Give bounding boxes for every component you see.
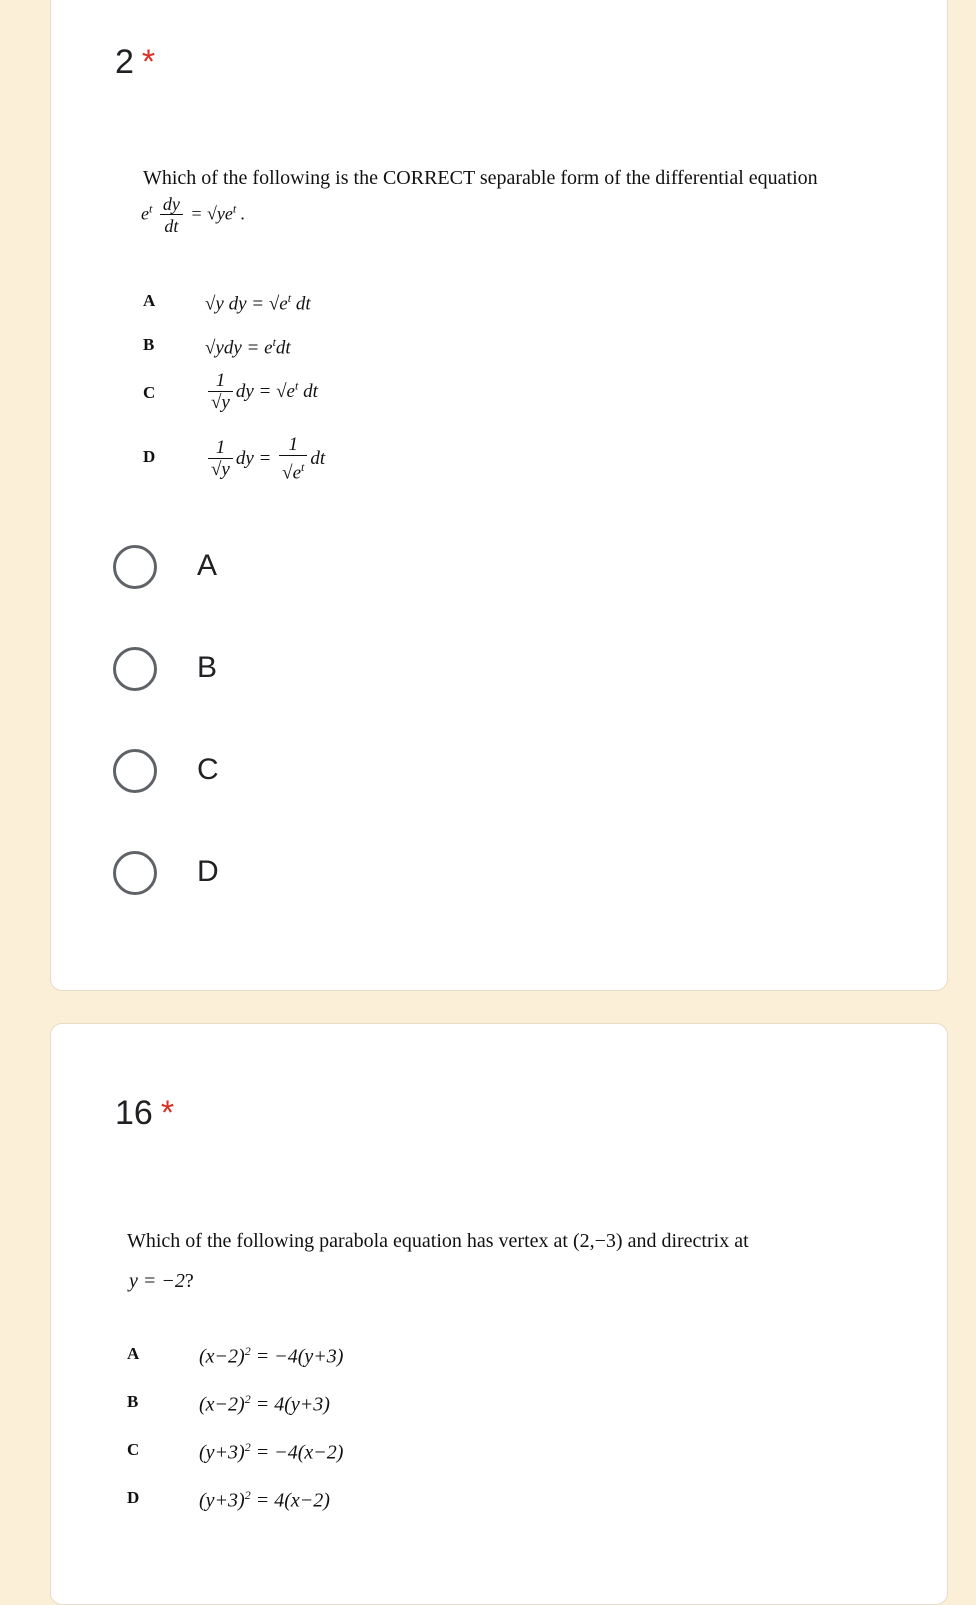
radio-circle-icon[interactable] xyxy=(113,749,157,793)
option-equation xyxy=(199,1344,343,1369)
option-letter: D xyxy=(143,447,156,466)
option-eq-exp: 2 xyxy=(244,1344,251,1358)
option-letter: C xyxy=(143,383,156,402)
option-eq-text: dy = √e xyxy=(235,380,295,402)
question-text-b: and directrix at xyxy=(627,1230,749,1252)
option-numerator: 1 xyxy=(208,438,233,459)
radio-label: A xyxy=(197,549,218,582)
question-card-2 xyxy=(50,0,948,991)
eq-numerator: dy xyxy=(160,194,183,215)
option-equation xyxy=(205,435,325,484)
option-denominator: √y xyxy=(211,459,230,481)
option-fraction xyxy=(208,371,233,414)
radio-label: D xyxy=(197,855,219,888)
option-eq-tail: = 4(x−2) xyxy=(255,1489,330,1512)
option-eq-base: (y+3) xyxy=(199,1489,245,1512)
question-number xyxy=(115,43,155,82)
option-eq-base: (x−2) xyxy=(199,1393,245,1416)
eq-exp: t xyxy=(149,201,153,216)
question-text: Which of the following is the CORRECT separable form of the differential equation xyxy=(143,167,818,189)
option-eq-tail: dt xyxy=(275,337,291,359)
option-fraction-2 xyxy=(279,435,307,484)
option-equation xyxy=(205,291,311,315)
option-letter: D xyxy=(127,1488,140,1507)
eq-rhs-exp: t xyxy=(232,201,237,216)
radio-option-c[interactable] xyxy=(113,749,513,799)
option-eq-tail: = −4(y+3) xyxy=(255,1345,344,1368)
option-eq-text: √y dy = √e xyxy=(205,293,288,315)
eq-base: e xyxy=(141,203,149,224)
option-numerator: 1 xyxy=(208,371,233,392)
option-eq-text: dy = xyxy=(235,448,272,470)
option-letter: A xyxy=(127,1344,140,1363)
option-eq-tail: = −4(x−2) xyxy=(255,1441,344,1464)
directrix-value: y = −2 xyxy=(129,1270,185,1292)
eq-rhs: = √ye xyxy=(190,203,233,224)
option-eq-text: √ydy = e xyxy=(205,337,273,359)
vertex-value: (2,−3) xyxy=(572,1230,623,1252)
radio-label: C xyxy=(197,753,219,786)
option-letter: B xyxy=(127,1392,139,1411)
required-asterisk: * xyxy=(141,43,156,81)
radio-circle-icon[interactable] xyxy=(113,647,157,691)
option-equation xyxy=(205,335,291,359)
option-eq-exp: t xyxy=(287,291,292,305)
required-asterisk: * xyxy=(160,1094,175,1132)
radio-option-a[interactable] xyxy=(113,545,513,595)
option-eq-tail: dt xyxy=(310,448,326,470)
eq-end: . xyxy=(240,203,246,224)
question-number-text: 2 xyxy=(115,43,134,81)
option-eq-tail: dt xyxy=(298,380,318,402)
option-equation xyxy=(199,1440,343,1465)
option-eq-base: (x−2) xyxy=(199,1345,245,1368)
question-equation xyxy=(141,194,245,237)
option-equation xyxy=(199,1392,330,1417)
option-denominator: √y xyxy=(211,392,230,413)
option-eq-tail: = 4(y+3) xyxy=(255,1393,330,1416)
option-denominator-2 xyxy=(279,456,307,484)
option-eq-base: (y+3) xyxy=(199,1441,245,1464)
option-fraction xyxy=(208,438,233,481)
option-eq-tail: dt xyxy=(291,293,311,315)
option-den2-exp: t xyxy=(301,460,305,474)
option-eq-exp: 2 xyxy=(244,1392,251,1406)
radio-label: B xyxy=(197,651,218,684)
eq-fraction xyxy=(160,194,183,237)
option-letter: A xyxy=(143,291,156,310)
question-text xyxy=(127,1230,749,1253)
option-equation xyxy=(199,1488,330,1513)
question-number xyxy=(115,1094,174,1133)
question-card-16 xyxy=(50,1023,948,1605)
option-eq-exp: t xyxy=(272,335,276,349)
option-eq-exp: 2 xyxy=(244,1488,251,1502)
option-letter: C xyxy=(127,1440,140,1459)
radio-circle-icon[interactable] xyxy=(113,851,157,895)
radio-circle-icon[interactable] xyxy=(113,545,157,589)
eq-denominator: dt xyxy=(164,216,179,236)
question-text-line-2 xyxy=(129,1270,194,1293)
radio-option-b[interactable] xyxy=(113,647,513,697)
question-text-a: Which of the following parabola equation has vertex at xyxy=(127,1230,568,1252)
option-equation xyxy=(205,371,318,414)
question-end: ? xyxy=(184,1270,194,1292)
option-eq-exp: 2 xyxy=(244,1440,251,1454)
option-numerator-2: 1 xyxy=(279,435,307,456)
option-den2-text: √e xyxy=(282,462,302,484)
option-letter: B xyxy=(143,335,155,354)
option-eq-exp: t xyxy=(295,378,299,393)
question-number-text: 16 xyxy=(115,1094,153,1132)
radio-option-d[interactable] xyxy=(113,851,513,901)
